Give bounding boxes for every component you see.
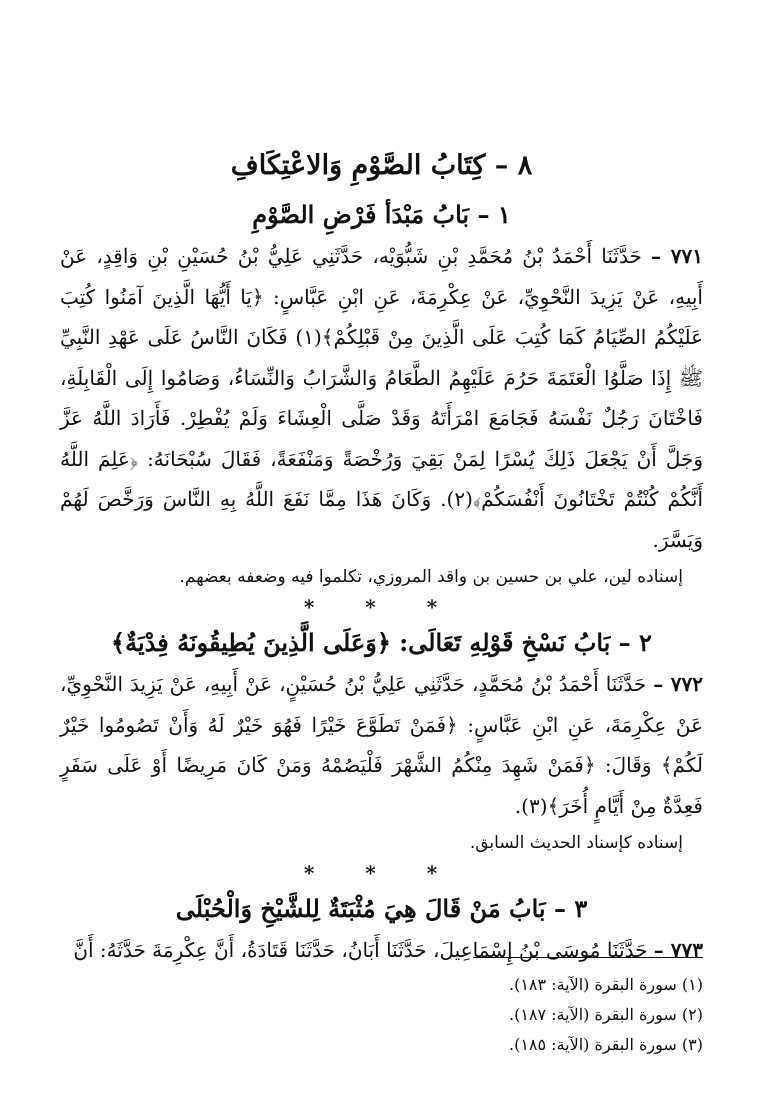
hadith-772 <box>60 664 703 826</box>
footnote-1: (١) سورة البقرة (الآية: ١٨٣). <box>508 975 703 994</box>
footnote-3: (٣) سورة البقرة (الآية: ١٨٥). <box>508 1035 703 1054</box>
bab-title-3: ٣ – بَابُ مَنْ قَالَ هِيَ مُثْبَتَةٌ لِلشَّيْخِ وَالْحُبْلَى <box>175 894 588 924</box>
section-separator: * * * <box>303 595 460 620</box>
section-separator: * * * <box>303 861 460 886</box>
hadith-text: حَدَّثَنَا أَحْمَدُ بْنُ مُحَمَّدِ بْنِ شَبُّوَيْه، حَدَّثَنِي عَلِيُّ بْنُ حُسَيْنِ بْنِ وَاقِدٍ، عَنْ أَبِيهِ، عَنْ يَزِيدَ النَّحْوِيِّ، عَنْ عِكْرِمَةَ، عَنِ ابْنِ عَبَّاسٍ: ﴿يَا أَيُّهَا الَّذِينَ آمَنُوا كُتِبَ عَلَيْكُمُ الصِّيَامُ كَمَا كُتِبَ عَلَى الَّذِينَ مِنْ قَبْلِكُمْ﴾(١) فَكَانَ النَّاسُ عَلَى عَهْدِ النَّبِيِّ ﷺ إِذَا صَلَّوُا الْعَتَمَةَ حَرُمَ عَلَيْهِمُ الطَّعَامُ وَالشَّرَابُ وَالنِّسَاءُ، وَصَامُوا إِلَى الْقَابِلَةِ، فَاخْتَانَ رَجُلٌ نَفْسَهُ فَجَامَعَ امْرَأَتَهُ وَقَدْ صَلَّى الْعِشَاءَ وَلَمْ يُفْطِرْ. فَأَرَادَ اللَّهُ عَزَّ وَجَلَّ أَنْ يَجْعَلَ ذَلِكَ يُسْرًا لِمَنْ بَقِيَ وَرُخْصَةً وَمَنْفَعَةً، فَقَالَ سُبْحَانَهُ: ﴿عَلِمَ اللَّهُ أَنَّكُمْ كُنْتُمْ تَخْتَانُونَ أَنْفُسَكُمْ﴾(٢). وَكَانَ هَذَا مِمَّا نَفَعَ اللَّهُ بِهِ النَّاسَ وَرَخَّصَ لَهُمْ وَيَسَّرَ. <box>60 244 704 552</box>
kitab-number: ٨ – <box>494 150 533 181</box>
hadith-text: حَدَّثَنَا مُوسَى بْنُ إِسْمَاعِيلَ، حَدَّثَنَا أَبَانُ، حَدَّثَنَا قَتَادَةُ، أَنَّ عِكْرِمَةَ حَدَّثَهُ: أَنَّ <box>73 938 648 963</box>
footnotes <box>63 970 703 1060</box>
kitab-name: كِتَابُ الصَّوْمِ وَالاعْتِكَافِ <box>230 150 486 181</box>
hadith-number: ٧٧٢ – <box>653 672 704 697</box>
hadith-text: حَدَّثَنَا أَحْمَدُ بْنُ مُحَمَّدٍ، حَدَّثَنِي عَلِيُّ بْنُ حُسَيْنٍ، عَنْ أَبِيهِ، عَنْ يَزِيدَ النَّحْوِيِّ، عَنْ عِكْرِمَةَ، عَنِ ابْنِ عَبَّاسٍ: ﴿فَمَنْ تَطَوَّعَ خَيْرًا فَهُوَ خَيْرٌ لَهُ وَأَنْ تَصُومُوا خَيْرٌ لَكُمْ﴾ وَقَالَ: ﴿فَمَنْ شَهِدَ مِنْكُمُ الشَّهْرَ فَلْيَصُمْهُ وَمَنْ كَانَ مَرِيضًا أَوْ عَلَى سَفَرٍ فَعِدَّةٌ مِنْ أَيَّامٍ أُخَرَ﴾(٣). <box>60 672 704 818</box>
hadith-771 <box>60 236 703 560</box>
hadith-773 <box>60 930 703 971</box>
isnad-note: إسناده كإسناد الحديث السابق. <box>469 833 683 854</box>
footnote-divider <box>473 957 703 958</box>
kitab-title <box>60 150 703 182</box>
isnad-note: إسناده لين، علي بن حسين بن واقد المروزي، تكلموا فيه وضعفه بعضهم. <box>179 567 683 588</box>
footnote-2: (٢) سورة البقرة (الآية: ١٨٧). <box>508 1005 703 1024</box>
hadith-number: ٧٧١ – <box>650 244 703 269</box>
bab-title-2: ٢ – بَابُ نَسْخِ قَوْلِهِ تَعَالَى: ﴿وَعَلَى الَّذِينَ يُطِيقُونَهُ فِدْيَةٌ﴾ <box>111 628 652 658</box>
bab-title-1: ١ – بَابُ مَبْدَأ فَرْضِ الصَّوْمِ <box>252 200 511 230</box>
hadith-number: ٧٧٣ – <box>653 938 703 963</box>
